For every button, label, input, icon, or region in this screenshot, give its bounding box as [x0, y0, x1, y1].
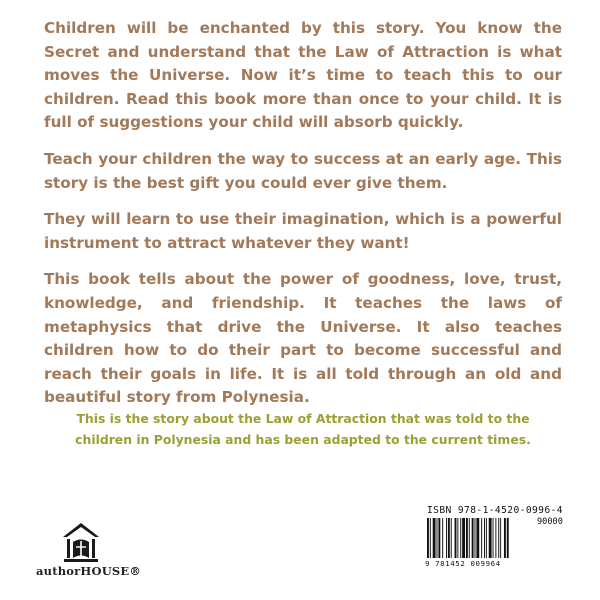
- publisher-logo: [36, 520, 142, 578]
- blurb-paragraph-1: Children will be enchanted by this story. You know the Secret and understand that the Law of Attraction is what moves the Universe. Now it’s time to teach this to our children. Read this book more than once to your child. It is full of suggestions your child will absorb quickly.: [44, 19, 562, 132]
- ean-barcode: [425, 518, 533, 559]
- blurb: [44, 17, 562, 423]
- blurb-paragraph-4: This book tells about the power of goodness, love, trust, knowledge, and friendship. It teaches the laws of metaphysics that drive the Universe. It also teaches children how to do their part to become successful and reach their goals in life. It is all told through an old and beautiful story from Polynesia.: [44, 270, 562, 407]
- tagline: This is the story about the Law of Attraction that was told to the children in Polynesia and has been adapted to the current times.: [75, 411, 531, 447]
- barcode-block: [421, 497, 573, 572]
- blurb-paragraph-3: They will learn to use their imagination, which is a powerful instrument to attract whatever they want!: [44, 210, 562, 252]
- publisher-name: authorHOUSE®: [36, 564, 142, 578]
- isbn-label: ISBN 978-1-4520-0996-4: [427, 505, 563, 516]
- price-code: 90000: [537, 517, 563, 527]
- ean-number: 9 781452 009964: [425, 559, 501, 568]
- blurb-paragraph-2: Teach your children the way to success at an early age. This story is the best gift you could ever give them.: [44, 149, 562, 192]
- house-book-logo-icon: [61, 520, 101, 562]
